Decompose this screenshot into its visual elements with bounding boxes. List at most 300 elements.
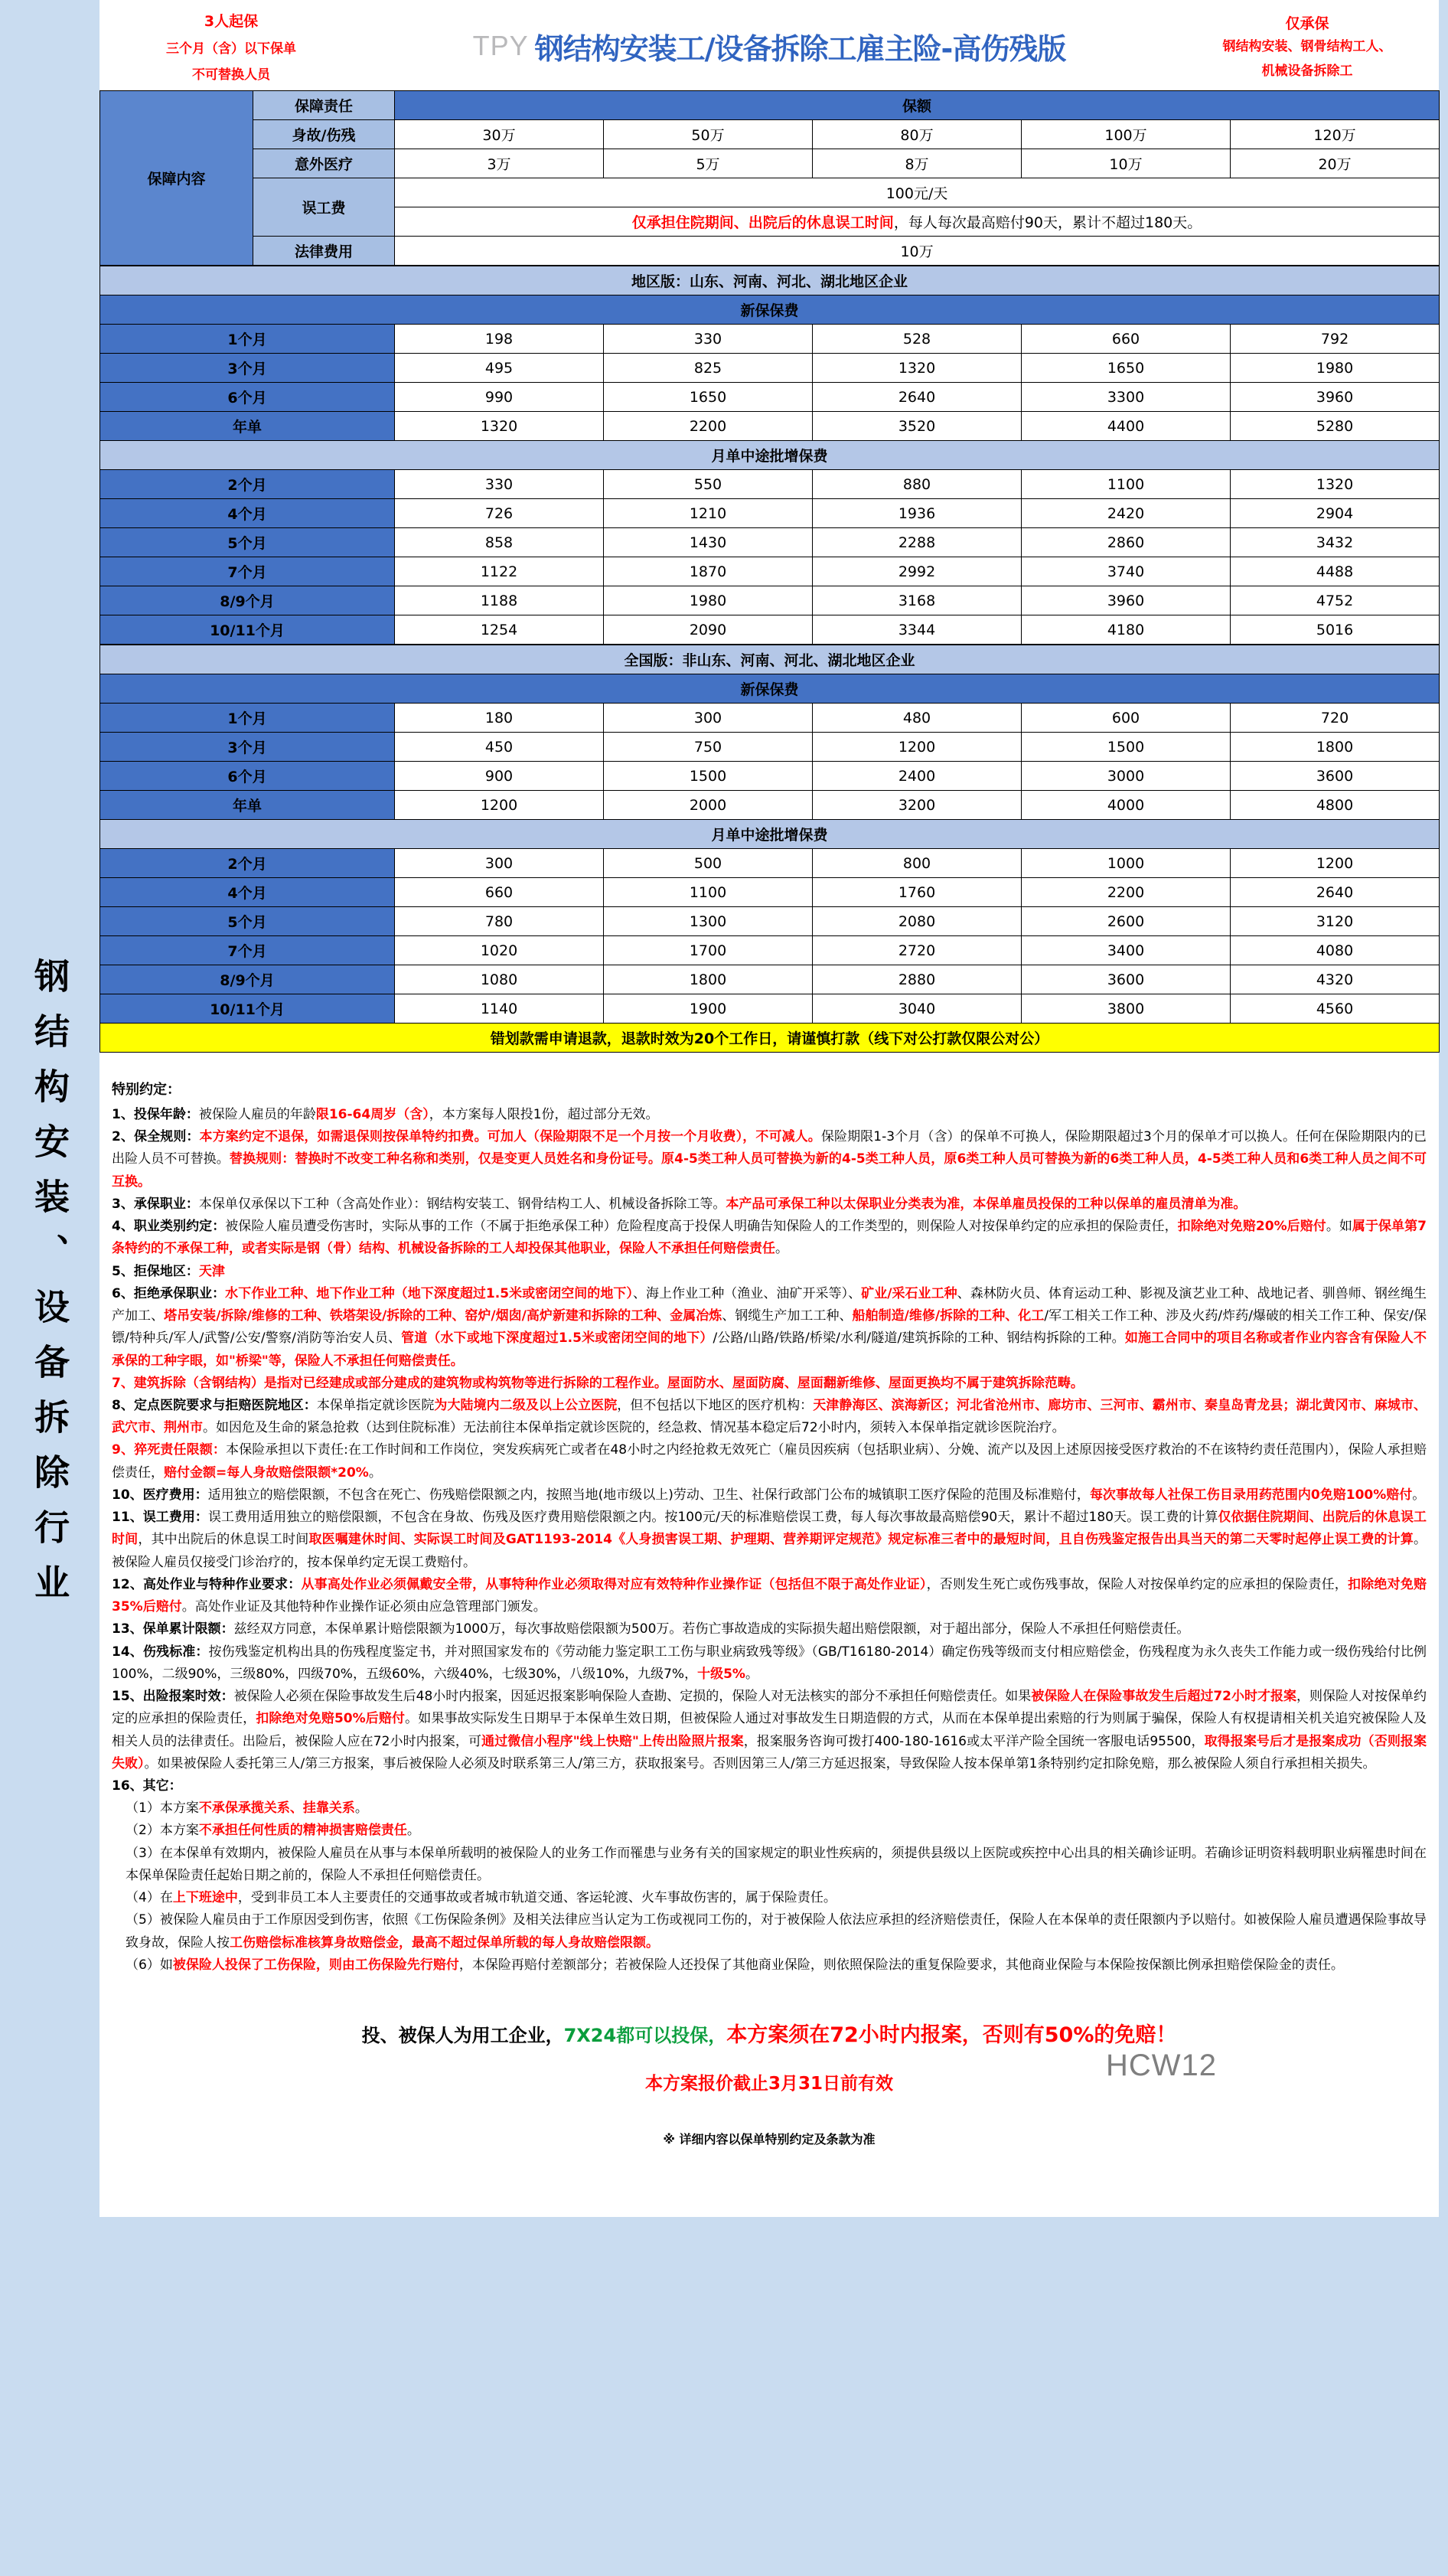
- table-row: [100, 645, 1440, 674]
- term-item-1: [112, 1104, 1427, 1126]
- table-row: [100, 237, 1440, 266]
- table-row: [100, 1024, 1440, 1053]
- term-6-text5: /公路/山路/铁路/桥梁/水利/隧道/建筑拆除的工种、钢结构拆除的工种。: [713, 1330, 1125, 1347]
- regional-mid-r3-c2: 2992: [813, 557, 1022, 586]
- header-right-note: [1192, 12, 1422, 80]
- regional-new-term-1: 1个月: [100, 325, 395, 354]
- term-item-8: [112, 1395, 1427, 1439]
- term-6-text2: 、森林防火员、体育运动工种、影视及演艺业工种、战地记者、驯兽师、钢丝绳生产加工、: [112, 1285, 1427, 1324]
- national-mid-r3-c1: 1700: [604, 936, 813, 965]
- regional-mid-term-2: 4个月: [100, 499, 395, 528]
- coverage-lostwage-note-red: 仅承担住院期间、出院后的休息误工时间: [631, 214, 894, 231]
- regional-mid-r5-c4: 5016: [1231, 615, 1440, 645]
- term-6-red2: 矿业/采石业工种: [861, 1285, 957, 1301]
- coverage-death-v1: 30万: [395, 120, 604, 149]
- term-12-text1: ，否则发生死亡或伤残事故，保险人对按保单约定的应承担的保险责任，: [926, 1576, 1349, 1592]
- term-6-red4: 船舶制造/维修/拆除的工种、化工: [852, 1308, 1045, 1324]
- right-edge-strip: [1439, 0, 1448, 2576]
- table-row: [100, 325, 1440, 354]
- term-6-label: 6、拒绝承保职业：: [112, 1285, 226, 1301]
- national-mid-r2-c0: 780: [395, 907, 604, 936]
- term-item-14: [112, 1641, 1427, 1686]
- left-banner-text: 钢结构安装、设备拆除行业: [29, 957, 70, 1619]
- national-mid-r0-c1: 500: [604, 849, 813, 878]
- regional-new-r1-c0: 495: [395, 354, 604, 383]
- regional-mid-r5-c2: 3344: [813, 615, 1022, 645]
- term-9-text2: 。: [368, 1464, 382, 1481]
- national-mid-term-2: 4个月: [100, 878, 395, 907]
- term-1-red1: 限16-64周岁（含）: [315, 1106, 429, 1122]
- regional-mid-r4-c4: 4752: [1231, 586, 1440, 615]
- term-16-5-text1: （5）被保险人雇员由于工作原因受到伤害，依照《工伤保险条例》及相关法律应当认定为工伤或视同工伤的，对于被保险人依法应承担的经济赔偿责任，保险人在本保单的责任限额内予以赔付。如被保险人雇员遭遇保险事故导致身故，保险人按: [126, 1912, 1427, 1951]
- coverage-medical-v1: 3万: [395, 149, 604, 178]
- table-row: [100, 936, 1440, 965]
- national-mid-r1-c4: 2640: [1231, 878, 1440, 907]
- term-11-red2: 取医嘱建休时间、实际误工时间及GAT1193-2014《人身损害误工期、护理期、营养期评定规范》规定标准三者中的最短时间，且自伤残鉴定报告出具当天的第二天零时起停止误工费的计算: [308, 1532, 1414, 1548]
- header-left-note: [116, 10, 346, 83]
- term-6-red6: 如施工合同中的项目名称或者作业内容含有保险人不承保的工种字眼，如"桥梁"等，保险人不承担任何赔偿责任。: [112, 1330, 1427, 1369]
- term-15-text4: ，报案服务咨询可拨打400-180-1616或太平洋产险全国统一客服电话95500，: [743, 1733, 1205, 1749]
- national-mid-term-4: 7个月: [100, 936, 395, 965]
- regional-mid-r2-c1: 1430: [604, 528, 813, 557]
- national-new-term-3: 6个月: [100, 762, 395, 791]
- regional-mid-r5-c1: 2090: [604, 615, 813, 645]
- national-mid-r3-c0: 1020: [395, 936, 604, 965]
- regional-mid-r3-c3: 3740: [1022, 557, 1231, 586]
- national-mid-r5-c4: 4560: [1231, 994, 1440, 1024]
- regional-new-r1-c2: 1320: [813, 354, 1022, 383]
- term-6-text4: /军工相关工作工种、涉及火药/炸药/爆破的相关工作工种、保安/保镖/特种兵/军人/武警/公安/警察/消防等治安人员、: [112, 1308, 1427, 1347]
- regional-new-r3-c0: 1320: [395, 412, 604, 441]
- regional-new-term-3: 6个月: [100, 383, 395, 412]
- table-row: [100, 412, 1440, 441]
- term-6-red1: 水下作业工种、地下作业工种（地下深度超过1.5米或密闭空间的地下）: [225, 1285, 633, 1301]
- term-6-red5: 管道（水下或地下深度超过1.5米或密闭空间的地下）: [401, 1330, 713, 1347]
- term-12-red1: 从事高处作业必须佩戴安全带，从事特种作业必须取得对应有效特种作业操作证（包括但不限于高处作业证）: [301, 1576, 927, 1592]
- term-16-label: 16、其它：: [112, 1778, 182, 1794]
- regional-new-r2-c3: 3300: [1022, 383, 1231, 412]
- term-11-text1: 误工费用适用独立的赔偿限额，不包含在身故、伤残及医疗费用赔偿限额之内。按100元/天的标准赔偿误工费，每人每次事故最高赔偿90天，累计不超过180天。误工费的计算: [207, 1510, 1218, 1526]
- term-1-text2: ，本方案每人限投1份，超过部分无效。: [429, 1106, 659, 1122]
- regional-mid-term-1: 2个月: [100, 470, 395, 499]
- regional-new-r3-c2: 3520: [813, 412, 1022, 441]
- term-3-label: 3、承保职业：: [112, 1196, 199, 1212]
- national-mid-r0-c4: 1200: [1231, 849, 1440, 878]
- national-mid-term-6: 10/11个月: [100, 994, 395, 1024]
- term-8-label: 8、定点医院要求与拒赔医院地区：: [112, 1398, 317, 1413]
- coverage-lostwage-value: 100元/天: [395, 178, 1440, 207]
- regional-mid-r3-c0: 1122: [395, 557, 604, 586]
- national-mid-r0-c2: 800: [813, 849, 1022, 878]
- national-new-r0-c0: 180: [395, 704, 604, 733]
- term-4-red2: 属于保单第7条特约的不承保工种，或者实际是钢（骨）结构、机械设备拆除的工人却投保其他职业，保险人不承担任何赔偿责任: [112, 1219, 1427, 1257]
- regional-mid-r1-c3: 2420: [1022, 499, 1231, 528]
- regional-mid-term-3: 5个月: [100, 528, 395, 557]
- table-row: [100, 149, 1440, 178]
- table-row: [100, 91, 1440, 120]
- term-10-label: 10、医疗费用：: [112, 1487, 208, 1503]
- regional-new-r0-c0: 198: [395, 325, 604, 354]
- term-item-6: [112, 1283, 1427, 1373]
- term-16-2-text2: 。: [406, 1823, 420, 1839]
- term-item-3: [112, 1193, 1427, 1216]
- term-16-5-red: 工伤赔偿标准核算身故赔偿金，最高不超过保单所载的每人身故赔偿限额。: [230, 1934, 659, 1951]
- national-new-term-1: 1个月: [100, 704, 395, 733]
- regional-title: 地区版：山东、河南、河北、湖北地区企业: [100, 266, 1440, 295]
- footer-line1-a: 投、被保人为用工企业，: [361, 2025, 564, 2047]
- regional-mid-r4-c0: 1188: [395, 586, 604, 615]
- term-item-16-6: [112, 1954, 1427, 1977]
- coverage-lostwage-label: 误工费: [253, 178, 395, 237]
- table-row: [100, 674, 1440, 704]
- coverage-lostwage-note: [395, 207, 1440, 237]
- national-mid-r1-c2: 1760: [813, 878, 1022, 907]
- national-mid-r3-c2: 2720: [813, 936, 1022, 965]
- term-16-4-text2: ，受到非员工本人主要责任的交通事故或者城市轨道交通、客运轮渡、火车事故伤害的，属于保险责任。: [237, 1890, 837, 1906]
- term-2-red1: 本方案约定不退保，如需退保则按保单特约扣费。可加人（保险期限不足一个月按一个月收费），不可减人。: [199, 1129, 821, 1145]
- table-row: [100, 994, 1440, 1024]
- regional-new-r3-c3: 4400: [1022, 412, 1231, 441]
- national-mid-term-1: 2个月: [100, 849, 395, 878]
- term-15-red2: 扣除绝对免赔50%后赔付: [256, 1711, 406, 1727]
- national-mid-r4-c0: 1080: [395, 965, 604, 994]
- term-2-red2: 替换规则：替换时不改变工种名称和类别，仅是变更人员姓名和身份证号。原4-5类工种人员可替换为新的4-5类工种人员，原6类工种人员可替换为新的6类工种人员，4-5类工种人员和6类工种人员之间不可互换。: [112, 1151, 1427, 1190]
- term-15-text1: 被保险人必须在保险事故发生后48小时内报案，因延迟报案影响保险人查勘、定损的，保险人对无法核实的部分不承担任何赔偿责任。如果: [233, 1689, 1032, 1705]
- page-footer: [99, 1983, 1439, 2217]
- coverage-death-v2: 50万: [604, 120, 813, 149]
- term-1-label: 1、投保年龄：: [112, 1106, 199, 1122]
- regional-mid-r3-c4: 4488: [1231, 557, 1440, 586]
- footer-disclaimer: ※ 详细内容以保单特别约定及条款为准: [663, 2132, 876, 2147]
- table-row: [100, 499, 1440, 528]
- national-new-r2-c0: 900: [395, 762, 604, 791]
- term-10-text1: 适用独立的赔偿限额，不包含在死亡、伤残赔偿限额之内，按照当地(地市级以上)劳动、卫生、社保行政部门公布的城镇职工医疗保险的范围及标准赔付，: [207, 1487, 1090, 1503]
- term-1-text1: 被保险人雇员的年龄: [198, 1106, 316, 1122]
- national-new-r3-c0: 1200: [395, 791, 604, 820]
- term-13-text1: 兹经双方同意，本保单累计赔偿限额为1000万，每次事故赔偿限额为500万。若伤亡事故造成的实际损失超出赔偿限额，对于超出部分，保险人不承担任何赔偿责任。: [233, 1621, 1190, 1637]
- coverage-legal-value: 10万: [395, 237, 1440, 266]
- coverage-death-v3: 80万: [813, 120, 1022, 149]
- regional-new-r0-c1: 330: [604, 325, 813, 354]
- national-new-r1-c2: 1200: [813, 733, 1022, 762]
- national-mid-r5-c2: 3040: [813, 994, 1022, 1024]
- national-mid-r2-c3: 2600: [1022, 907, 1231, 936]
- term-8-text2: ，但不包括以下地区的医疗机构：: [617, 1398, 814, 1413]
- terms-heading: 特别约定：: [112, 1082, 181, 1098]
- term-4-text3: 。: [775, 1241, 788, 1257]
- term-16-6-text1: （6）如: [126, 1957, 173, 1973]
- national-new-r2-c4: 3600: [1231, 762, 1440, 791]
- header-title-group: [346, 25, 1192, 67]
- regional-mid-r2-c0: 858: [395, 528, 604, 557]
- term-15-text2: ，则保险人对按保单约定的应承担的保险责任，: [112, 1689, 1427, 1727]
- national-mid-r1-c1: 1100: [604, 878, 813, 907]
- header-left-line1: 3人起保: [204, 12, 259, 30]
- term-4-red1: 扣除绝对免赔20%后赔付: [1177, 1219, 1326, 1235]
- national-mid-r1-c0: 660: [395, 878, 604, 907]
- coverage-lostwage-note-rest: ，每人每次最高赔付90天，累计不超过180天。: [893, 214, 1202, 231]
- table-row: [100, 762, 1440, 791]
- national-mid-r3-c4: 4080: [1231, 936, 1440, 965]
- term-11-text2: ，其中出院后的休息误工时间: [138, 1532, 309, 1548]
- term-12-red2: 扣除绝对免赔35%后赔付: [112, 1576, 1427, 1615]
- regional-new-r0-c4: 792: [1231, 325, 1440, 354]
- term-2-label: 2、保全规则：: [112, 1129, 200, 1145]
- regional-new-term-4: 年单: [100, 412, 395, 441]
- coverage-col2-header: 保额: [395, 91, 1440, 120]
- term-6-red3: 塔吊安装/拆除/维修的工种、铁塔架设/拆除的工种、窑炉/烟囱/高炉新建和拆除的工种、金属冶炼: [164, 1308, 722, 1324]
- regional-mid-term-5: 8/9个月: [100, 586, 395, 615]
- refund-notice: 错划款需申请退款，退款时效为20个工作日，请谨慎打款（线下对公打款仅限公对公）: [100, 1024, 1440, 1053]
- regional-mid-r2-c2: 2288: [813, 528, 1022, 557]
- footer-line1: [99, 2018, 1439, 2048]
- regional-new-term-2: 3个月: [100, 354, 395, 383]
- regional-new-r1-c1: 825: [604, 354, 813, 383]
- national-new-r1-c4: 1800: [1231, 733, 1440, 762]
- table-row: [100, 383, 1440, 412]
- term-10-red1: 每次事故每人社保工伤目录用药范围内0免赔100%赔付: [1089, 1487, 1413, 1503]
- term-9-red1: 赔付金额=每人身故赔偿限额*20%: [164, 1464, 369, 1481]
- regional-mid-r0-c2: 880: [813, 470, 1022, 499]
- term-15-red4: 取得报案号后才是报案成功（否则报案失败）: [112, 1733, 1427, 1771]
- national-title: 全国版：非山东、河南、河北、湖北地区企业: [100, 645, 1440, 674]
- term-item-13: [112, 1618, 1427, 1641]
- term-15-text3: 。如果事故实际发生日期早于本保单生效日期，但被保险人通过对事故发生日期造假的方式，从而在本保单提出索赔的行为则属于骗保，保险人有权提请相关机关追究被保险人及相关人员的法律责任。出险后，被保险人应在72小时内报案，可: [112, 1711, 1427, 1749]
- regional-new-r1-c3: 1650: [1022, 354, 1231, 383]
- term-10-text2: 。: [1412, 1487, 1426, 1503]
- coverage-death-label: 身故/伤残: [253, 120, 395, 149]
- regional-new-r0-c3: 660: [1022, 325, 1231, 354]
- term-item-16-3: [112, 1843, 1427, 1887]
- regional-mid-r1-c2: 1936: [813, 499, 1022, 528]
- term-16-4-red: 上下班途中: [172, 1890, 238, 1906]
- term-7-text: 7、建筑拆除（含钢结构）是指对已经建成或部分建成的建筑物或构筑物等进行拆除的工程作业。屋面防水、屋面防腐、屋面翻新维修、屋面更换均不属于建筑拆除范畴。: [112, 1375, 1084, 1391]
- table-row: [100, 965, 1440, 994]
- table-row: [100, 557, 1440, 586]
- national-new-premium-header: 新保保费: [100, 674, 1440, 704]
- term-item-9: [112, 1439, 1427, 1484]
- national-new-r0-c1: 300: [604, 704, 813, 733]
- coverage-table: [99, 90, 1440, 266]
- header-left-line3: 不可替换人员: [192, 67, 270, 83]
- table-row: [100, 441, 1440, 470]
- term-item-16-4: [112, 1887, 1427, 1909]
- regional-new-r0-c2: 528: [813, 325, 1022, 354]
- national-premium-table: [99, 645, 1440, 1053]
- table-row: [100, 295, 1440, 325]
- table-row: [100, 178, 1440, 207]
- page-title: 钢结构安装工/设备拆除工雇主险-高伤残版: [534, 31, 1066, 66]
- national-mid-r2-c1: 1300: [604, 907, 813, 936]
- table-row: [100, 849, 1440, 878]
- header-right-line3: 机械设备拆除工: [1261, 63, 1353, 79]
- regional-mid-r4-c3: 3960: [1022, 586, 1231, 615]
- left-vertical-banner: [0, 0, 99, 2576]
- national-mid-r2-c4: 3120: [1231, 907, 1440, 936]
- coverage-medical-v2: 5万: [604, 149, 813, 178]
- regional-mid-r1-c0: 726: [395, 499, 604, 528]
- term-11-label: 11、误工费用：: [112, 1510, 208, 1526]
- national-mid-r1-c3: 2200: [1022, 878, 1231, 907]
- term-item-16-1: [112, 1797, 1427, 1820]
- tpy-logo: TPY: [472, 30, 529, 61]
- table-row: [100, 878, 1440, 907]
- national-new-r1-c3: 1500: [1022, 733, 1231, 762]
- national-new-r0-c3: 600: [1022, 704, 1231, 733]
- national-mid-r4-c1: 1800: [604, 965, 813, 994]
- national-new-r3-c1: 2000: [604, 791, 813, 820]
- regional-mid-r0-c1: 550: [604, 470, 813, 499]
- regional-mid-r4-c1: 1980: [604, 586, 813, 615]
- regional-midterm-header: 月单中途批增保费: [100, 441, 1440, 470]
- coverage-medical-v3: 8万: [813, 149, 1022, 178]
- term-item-5: [112, 1261, 1427, 1283]
- regional-mid-r4-c2: 3168: [813, 586, 1022, 615]
- table-row: [100, 615, 1440, 645]
- term-item-16-5: [112, 1909, 1427, 1954]
- term-6-text1: 、海上作业工种（渔业、油矿开采等）、: [632, 1285, 862, 1301]
- main-sheet: [99, 0, 1439, 2217]
- table-row: [100, 791, 1440, 820]
- coverage-row-label: 保障内容: [100, 91, 253, 266]
- regional-new-r2-c2: 2640: [813, 383, 1022, 412]
- regional-mid-r0-c4: 1320: [1231, 470, 1440, 499]
- regional-mid-r5-c0: 1254: [395, 615, 604, 645]
- national-new-r0-c4: 720: [1231, 704, 1440, 733]
- national-mid-term-5: 8/9个月: [100, 965, 395, 994]
- regional-mid-r3-c1: 1870: [604, 557, 813, 586]
- national-mid-r2-c2: 2080: [813, 907, 1022, 936]
- regional-mid-r2-c3: 2860: [1022, 528, 1231, 557]
- term-16-6-red: 被保险人投保了工伤保险，则由工伤保险先行赔付: [172, 1957, 459, 1973]
- term-item-16-heading: [112, 1775, 1427, 1797]
- national-mid-r0-c0: 300: [395, 849, 604, 878]
- term-16-6-text2: ，本保险再赔付差额部分；若被保险人还投保了其他商业保险，则依照保险法的重复保险要求，其他商业保险与本保险按保额比例承担赔偿保险金的责任。: [458, 1957, 1344, 1973]
- table-row: [100, 907, 1440, 936]
- term-6-text3: 、钢缆生产加工工种、: [722, 1308, 853, 1324]
- footer-validity: 本方案报价截止3月31日前有效: [644, 2074, 893, 2094]
- term-8-red2: 天津静海区、滨海新区；河北省沧州市、廊坊市、三河市、霸州市、秦皇岛青龙县；湖北黄冈市、麻城市、武穴市、荆州市: [112, 1398, 1427, 1436]
- term-13-label: 13、保单累计限额：: [112, 1621, 234, 1637]
- coverage-medical-v4: 10万: [1022, 149, 1231, 178]
- term-12-text2: 。高处作业证及其他特种作业操作证必须由应急管理部门颁发。: [181, 1599, 546, 1615]
- regional-mid-r0-c0: 330: [395, 470, 604, 499]
- national-new-r3-c4: 4800: [1231, 791, 1440, 820]
- term-15-label: 15、出险报案时效：: [112, 1689, 234, 1705]
- footer-line1-green: 7X24都可以投保，: [563, 2025, 727, 2047]
- regional-new-r2-c4: 3960: [1231, 383, 1440, 412]
- term-item-10: [112, 1484, 1427, 1507]
- national-new-term-2: 3个月: [100, 733, 395, 762]
- table-row: [100, 120, 1440, 149]
- regional-mid-term-6: 10/11个月: [100, 615, 395, 645]
- regional-new-r1-c4: 1980: [1231, 354, 1440, 383]
- term-16-2-red: 不承担任何性质的精神损害赔偿责任: [198, 1823, 407, 1839]
- national-mid-r5-c1: 1900: [604, 994, 813, 1024]
- term-9-text1: 本保险承担以下责任:在工作时间和工作岗位，突发疾病死亡或者在48小时之内经抢救无效死亡（雇员因疾病（包括职业病）、分娩、流产以及因上述原因接受医疗救治的不在该特约责任范围内），保险人承担赔偿责任，: [112, 1442, 1427, 1481]
- special-terms-section: [99, 1053, 1439, 1983]
- term-3-text1: 本保单仅承保以下工种（含高处作业）：钢结构安装工、钢骨结构工人、机械设备拆除工等。: [198, 1196, 726, 1212]
- term-11-red1: 仅依据住院期间、出院后的休息误工时间: [112, 1510, 1427, 1548]
- table-row: [100, 354, 1440, 383]
- term-item-2: [112, 1126, 1427, 1193]
- regional-mid-r0-c3: 1100: [1022, 470, 1231, 499]
- table-row: [100, 820, 1440, 849]
- table-row: [100, 528, 1440, 557]
- regional-mid-r1-c1: 1210: [604, 499, 813, 528]
- regional-mid-r5-c3: 4180: [1022, 615, 1231, 645]
- national-mid-term-3: 5个月: [100, 907, 395, 936]
- coverage-legal-label: 法律费用: [253, 237, 395, 266]
- regional-mid-term-4: 7个月: [100, 557, 395, 586]
- regional-new-premium-header: 新保保费: [100, 295, 1440, 325]
- term-5-label: 5、拒保地区：: [112, 1263, 199, 1279]
- term-item-7: [112, 1373, 1427, 1395]
- term-14-red1: 十级5%: [697, 1666, 745, 1682]
- header-right-line2: 钢结构安装、钢骨结构工人、: [1222, 38, 1392, 54]
- term-16-3-text: （3）在本保单有效期内，被保险人雇员在从事与本保单所载明的被保险人的业务工作而罹患与业务有关的国家规定的职业性疾病的，须提供县级以上医院或疾控中心出具的相关确诊证明。若确诊证明资料载明职业病罹患时间在本保单保险责任起始日期之前的，保险人不承担任何赔偿责任。: [126, 1845, 1427, 1883]
- term-16-1-text2: 。: [354, 1801, 368, 1817]
- term-16-4-text1: （4）在: [126, 1890, 173, 1906]
- regional-new-r3-c4: 5280: [1231, 412, 1440, 441]
- term-item-16-2: [112, 1820, 1427, 1842]
- footer-line1-red: 本方案须在72小时内报案，否则有50%的免赔！: [726, 2023, 1177, 2048]
- term-12-label: 12、高处作业与特种作业要求：: [112, 1576, 302, 1592]
- national-mid-r4-c3: 3600: [1022, 965, 1231, 994]
- national-new-r3-c2: 3200: [813, 791, 1022, 820]
- term-15-red1: 被保险人在保险事故发生后超过72小时才报案: [1031, 1689, 1296, 1705]
- table-row: [100, 586, 1440, 615]
- coverage-medical-v5: 20万: [1231, 149, 1440, 178]
- national-new-r1-c0: 450: [395, 733, 604, 762]
- footer-product-code: HCW12: [1105, 2049, 1217, 2083]
- national-mid-r3-c3: 3400: [1022, 936, 1231, 965]
- regional-new-r3-c1: 2200: [604, 412, 813, 441]
- term-14-label: 14、伤残标准：: [112, 1644, 209, 1660]
- table-row: [100, 266, 1440, 295]
- national-mid-r5-c0: 1140: [395, 994, 604, 1024]
- national-new-r0-c2: 480: [813, 704, 1022, 733]
- term-14-text2: 。: [745, 1666, 758, 1682]
- term-15-red3: 通过微信小程序"线上快赔"上传出险照片报案: [481, 1733, 744, 1749]
- national-mid-r0-c3: 1000: [1022, 849, 1231, 878]
- term-8-text3: 。如因危及生命的紧急抢救（达到住院标准）无法前往本保单指定就诊医院的，经急救、情况基本稳定后72小时内，须转入本保单指定就诊医院治疗。: [203, 1420, 1065, 1436]
- term-5-red1: 天津: [198, 1263, 225, 1279]
- term-4-label: 4、职业类别约定：: [112, 1219, 226, 1235]
- table-row: [100, 470, 1440, 499]
- term-14-text1: 按伤残鉴定机构出具的伤残程度鉴定书，并对照国家发布的《劳动能力鉴定职工工伤与职业病致残等级》（GB/T16180-2014）确定伤残等级而支付相应赔偿金，伤残程度为永久丧失工作能力或一级伤残给付比例100%，二级90%，三级80%，四级70%，五级60%，六级40%，七级30%，八级10%，九级7%，: [112, 1644, 1427, 1682]
- regional-new-r2-c1: 1650: [604, 383, 813, 412]
- national-new-r1-c1: 750: [604, 733, 813, 762]
- coverage-death-v5: 120万: [1231, 120, 1440, 149]
- term-item-11: [112, 1507, 1427, 1574]
- national-new-r2-c2: 2400: [813, 762, 1022, 791]
- term-4-text1: 被保险人雇员遭受伤害时，实际从事的工作（不属于拒绝承保工种）危险程度高于投保人明确告知保险人的工作类型的，则保险人对按保单约定的应承担的保险责任，: [225, 1219, 1178, 1235]
- coverage-medical-label: 意外医疗: [253, 149, 395, 178]
- header-right-line1: 仅承保: [1285, 15, 1329, 32]
- table-row: [100, 704, 1440, 733]
- page-header: [99, 0, 1439, 90]
- table-row: [100, 733, 1440, 762]
- national-new-r3-c3: 4000: [1022, 791, 1231, 820]
- term-3-red1: 本产品可承保工种以太保职业分类表为准，本保单雇员投保的工种以保单的雇员清单为准。: [726, 1196, 1247, 1212]
- term-16-2-text1: （2）本方案: [126, 1823, 199, 1839]
- national-new-term-4: 年单: [100, 791, 395, 820]
- term-item-4: [112, 1216, 1427, 1260]
- regional-new-r2-c0: 990: [395, 383, 604, 412]
- national-new-r2-c1: 1500: [604, 762, 813, 791]
- regional-premium-table: [99, 266, 1440, 645]
